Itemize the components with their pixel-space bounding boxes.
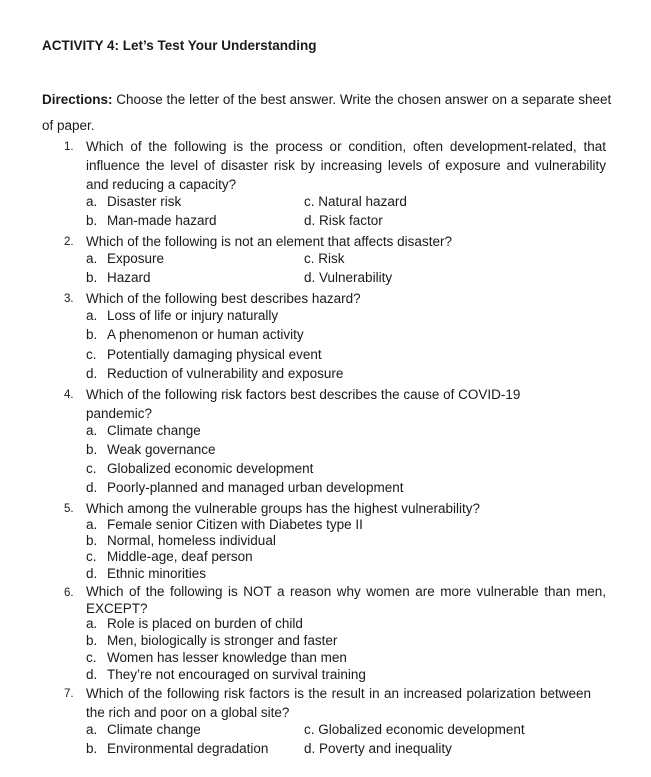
option: b. Weak governance — [86, 442, 216, 457]
option: a. Climate change — [86, 722, 201, 737]
option: a. Exposure — [86, 251, 165, 266]
option: c. Globalized economic development — [86, 461, 314, 476]
option: a. Disaster risk — [86, 194, 182, 209]
option: c. Globalized economic development — [304, 722, 525, 737]
question-stem: Which of the following best describes hazard? — [86, 291, 361, 306]
option: a. Role is placed on burden of child — [86, 616, 303, 631]
question-number: 6. — [64, 587, 74, 599]
option: b. Men, biologically is stronger and faster — [86, 633, 338, 648]
question-number: 7. — [64, 688, 74, 700]
question-number: 4. — [64, 389, 74, 401]
question-number: 1. — [64, 141, 74, 153]
question-stem: Which of the following is NOT a reason why women are more vulnerable than men, EXCEPT? — [86, 584, 606, 616]
question-stem: Which among the vulnerable groups has the highest vulnerability? — [86, 501, 480, 516]
option: d. Vulnerability — [304, 270, 393, 285]
option: d. Reduction of vulnerability and exposure — [86, 366, 344, 381]
option: a. Female senior Citizen with Diabetes type II — [86, 517, 363, 532]
option: b. Hazard — [86, 270, 151, 285]
option: a. Climate change — [86, 423, 201, 438]
activity-title: ACTIVITY 4: Let’s Test Your Understanding — [42, 38, 317, 53]
option: b. Man-made hazard — [86, 213, 217, 228]
option: c. Risk — [304, 251, 345, 266]
question-stem: Which of the following risk factors is the result in an increased polarization between the rich and poor on a global site? — [86, 686, 591, 720]
directions-text: Choose the letter of the best answer. Write the chosen answer on a separate sheet of paper. — [42, 92, 612, 133]
question-stem: Which of the following risk factors best describes the cause of COVID-19 pandemic? — [86, 387, 521, 421]
question-number: 2. — [64, 236, 74, 248]
option: b. Normal, homeless individual — [86, 533, 276, 548]
question-number: 5. — [64, 503, 74, 515]
option: d. Poorly-planned and managed urban development — [86, 480, 404, 495]
option: c. Women has lesser knowledge than men — [86, 650, 347, 665]
question-stem: Which of the following is not an element that affects disaster? — [86, 234, 452, 249]
directions-label: Directions: — [42, 92, 113, 107]
directions — [42, 87, 617, 139]
option: d. Ethnic minorities — [86, 566, 207, 581]
question-number: 3. — [64, 293, 74, 305]
option: d. Poverty and inequality — [304, 741, 452, 756]
option: c. Natural hazard — [304, 194, 407, 209]
option: b. Environmental degradation — [86, 741, 269, 756]
option: b. A phenomenon or human activity — [86, 327, 304, 342]
option: a. Loss of life or injury naturally — [86, 308, 279, 323]
option: c. Middle-age, deaf person — [86, 549, 253, 564]
question-stem: Which of the following is the process or condition, often development-related, that influence the level of disaster risk by increasing levels of exposure and vulnerability and reducing a capacity? — [86, 139, 606, 192]
option: c. Potentially damaging physical event — [86, 347, 322, 362]
option: d. Risk factor — [304, 213, 383, 228]
option: d. They’re not encouraged on survival training — [86, 667, 366, 682]
